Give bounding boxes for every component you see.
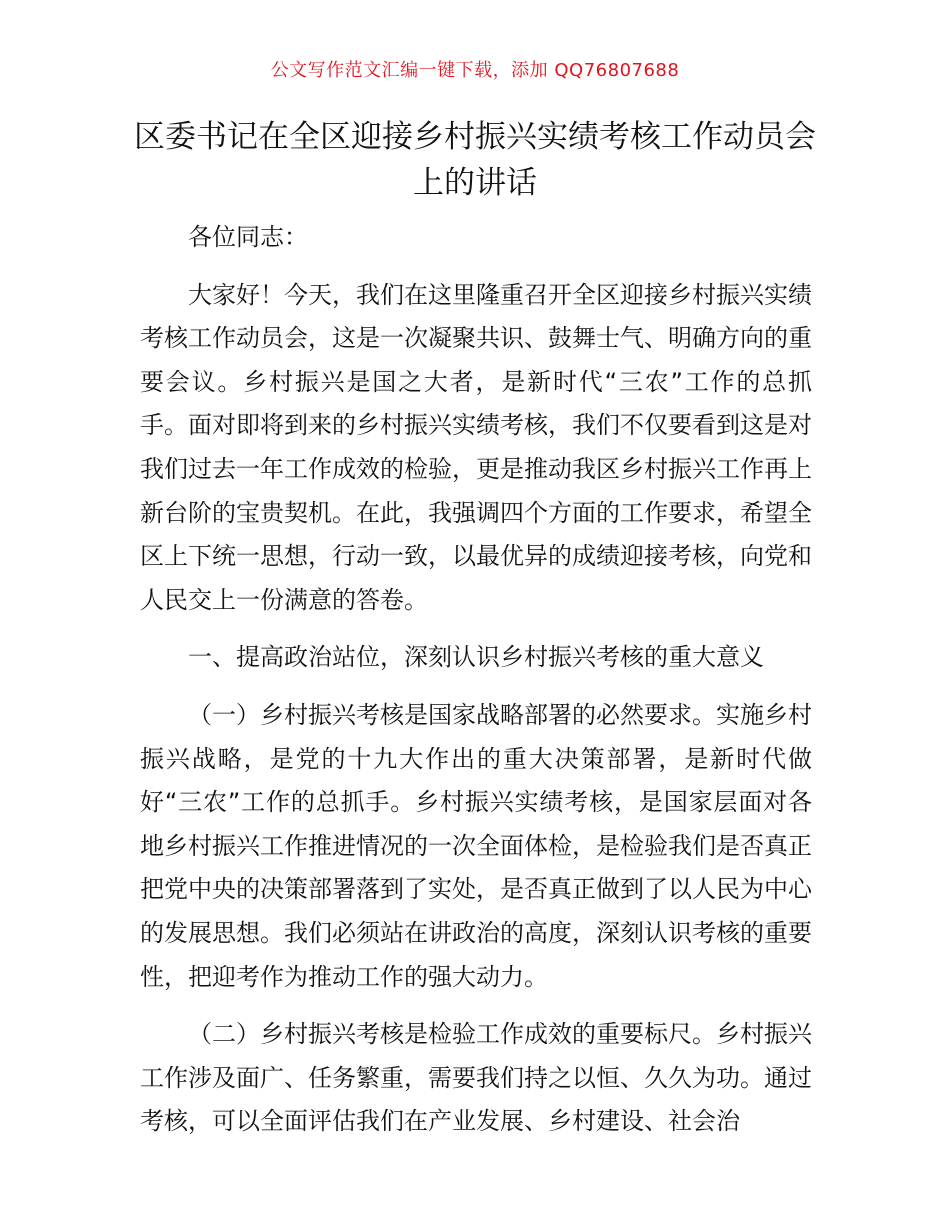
- body-paragraph: 大家好！今天，我们在这里隆重召开全区迎接乡村振兴实绩考核工作动员会，这是一次凝聚共识、鼓舞士气、明确方向的重要会议。乡村振兴是国之大者，是新时代“三农”工作的总抓手。面对即将到来的乡村振兴实绩考核，我们不仅要看到这是对我们过去一年工作成效的检验，更是推动我区乡村振兴工作再上新台阶的宝贵契机。在此，我强调四个方面的工作要求，希望全区上下统一思想，行动一致，以最优异的成绩迎接考核，向党和人民交上一份满意的答卷。: [140, 280, 812, 614]
- salutation: 各位同志：: [188, 223, 308, 251]
- download-banner: 公文写作范文汇编一键下载，添加 QQ76807688: [270, 60, 680, 81]
- body-paragraph: （二）乡村振兴考核是检验工作成效的重要标尺。乡村振兴工作涉及面广、任务繁重，需要我们持之以恒、久久为功。通过考核，可以全面评估我们在产业发展、乡村建设、社会治: [140, 1020, 812, 1136]
- speech-title: 区委书记在全区迎接乡村振兴实绩考核工作动员会上的讲话: [134, 119, 816, 201]
- body-paragraph: （一）乡村振兴考核是国家战略部署的必然要求。实施乡村振兴战略，是党的十九大作出的重大决策部署，是新时代做好“三农”工作的总抓手。乡村振兴实绩考核，是国家层面对各地乡村振兴工作推进情况的一次全面体检，是检验我们是否真正把党中央的决策部署落到了实处，是否真正做到了以人民为中心的发展思想。我们必须站在讲政治的高度，深刻认识考核的重要性，把迎考作为推动工作的强大动力。: [140, 700, 812, 991]
- section-heading: 一、提高政治站位，深刻认识乡村振兴考核的重大意义: [188, 643, 764, 672]
- speech-body: [140, 216, 812, 1158]
